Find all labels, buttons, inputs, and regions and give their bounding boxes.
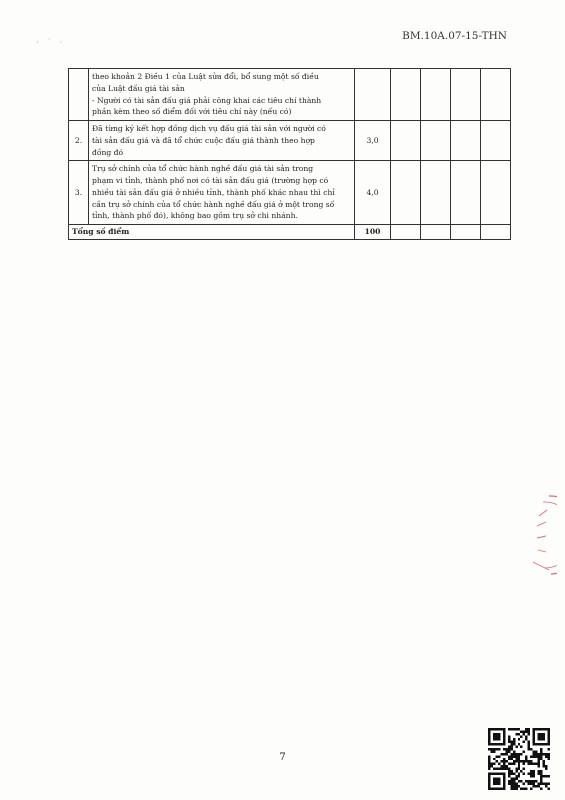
criterion-text-line: tài sản đấu giá và đã tổ chức cuộc đấu giá thành theo hợp: [92, 135, 315, 145]
criterion-number: 2.: [69, 121, 89, 161]
criterion-content: [89, 69, 355, 121]
criterion-number: 3.: [69, 161, 89, 225]
empty-cell: [421, 161, 451, 225]
criteria-row: [69, 69, 511, 121]
empty-cell: [391, 69, 421, 121]
empty-cell: [421, 69, 451, 121]
criteria-row: [69, 121, 511, 161]
page-number: 7: [279, 752, 286, 763]
total-score: 100: [355, 225, 391, 240]
empty-cell: [481, 161, 511, 225]
criterion-text-line: Trụ sở chính của tổ chức hành nghề đấu giá tài sản trong: [92, 164, 314, 174]
criterion-text-line: phần kèm theo số điểm đối với tiêu chí này (nếu có): [92, 107, 292, 117]
criterion-content: [89, 121, 355, 161]
empty-cell: [451, 161, 481, 225]
empty-cell: [391, 161, 421, 225]
total-label: Tổng số điểm: [69, 225, 355, 240]
criterion-text-line: nhiều tài sản đấu giá ở nhiều tỉnh, thành phố khác nhau thì chỉ: [92, 187, 335, 197]
empty-cell: [481, 69, 511, 121]
criterion-text-line: - Người có tài sản đấu giá phải công khai các tiêu chí thành: [92, 95, 322, 105]
seal-stamp-fragment: [519, 492, 557, 578]
criteria-row: [69, 161, 511, 225]
criterion-score: 4,0: [355, 161, 391, 225]
criterion-number: [69, 69, 89, 121]
criteria-rows: [69, 69, 511, 225]
criterion-text-line: theo khoản 2 Điều 1 của Luật sửa đổi, bổ sung một số điều: [92, 72, 319, 81]
empty-cell: [391, 225, 421, 240]
criterion-text-line: tỉnh, thành phố đó), không bao gồm trụ sở chi nhánh.: [92, 211, 298, 221]
empty-cell: [451, 225, 481, 240]
criterion-text-line: của Luật đấu giá tài sản: [92, 83, 185, 93]
empty-cell: [481, 225, 511, 240]
empty-cell: [421, 121, 451, 161]
total-row: [69, 225, 511, 240]
criterion-content: [89, 161, 355, 225]
empty-cell: [451, 69, 481, 121]
criterion-text-line: cần trụ sở chính của tổ chức hành nghề đấu giá ở một trong số: [92, 199, 335, 209]
empty-cell: [391, 121, 421, 161]
scan-speck: · ˙ ·: [36, 38, 66, 47]
empty-cell: [451, 121, 481, 161]
criterion-text-line: Đã từng ký kết hợp đồng dịch vụ đấu giá tài sản với người có: [92, 124, 326, 134]
criterion-score: [355, 69, 391, 121]
empty-cell: [421, 225, 451, 240]
document-code: BM.10A.07-15-THN: [402, 30, 507, 42]
qr-code: [488, 728, 550, 790]
criterion-score: 3,0: [355, 121, 391, 161]
criteria-table: [68, 68, 511, 240]
criterion-text-line: phạm vi tỉnh, thành phố nơi có tài sản đấu giá (trường hợp có: [92, 176, 329, 186]
criterion-text-line: đồng đó: [92, 147, 124, 157]
empty-cell: [481, 121, 511, 161]
